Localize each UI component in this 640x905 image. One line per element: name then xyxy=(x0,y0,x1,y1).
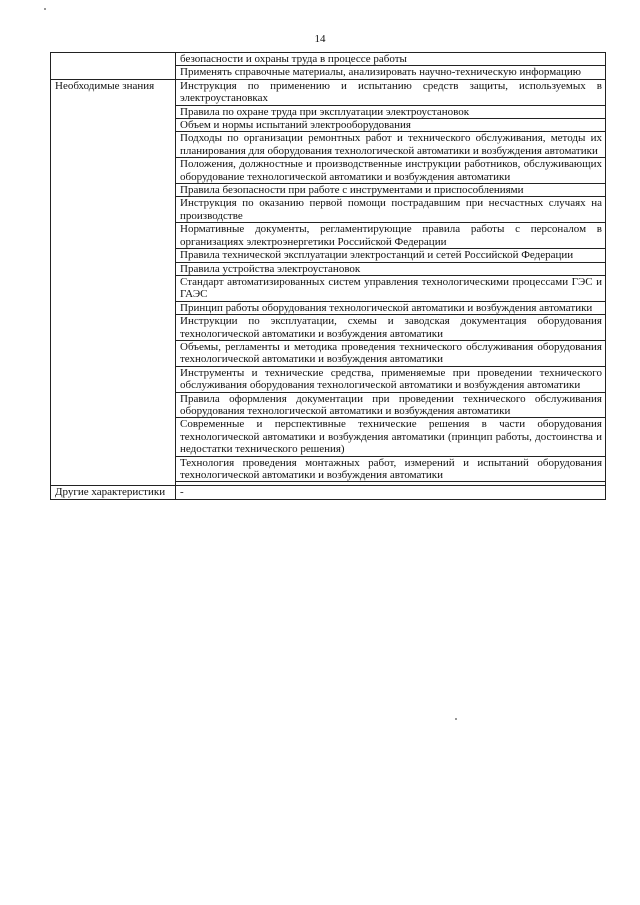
section-label-knowledge: Необходимые знания xyxy=(51,79,176,486)
table-row xyxy=(51,53,606,66)
table-row xyxy=(51,79,606,105)
knowledge-item: Инструменты и технические средства, применяемые при проведении технического обслуживания оборудования технологической автоматики и возбуждения автоматики xyxy=(176,366,606,392)
scan-speck xyxy=(44,8,46,10)
knowledge-item: Технология проведения монтажных работ, измерений и испытаний оборудования технологической автоматики и возбуждения автоматики xyxy=(176,456,606,482)
section-label-other: Другие характеристики xyxy=(51,486,176,499)
knowledge-item: Нормативные документы, регламентирующие правила работы с персоналом в организациях электроэнергетики Российской Федерации xyxy=(176,223,606,249)
skill-item: Применять справочные материалы, анализировать научно-техническую информацию xyxy=(176,66,606,79)
knowledge-item: Правила устройства электроустановок xyxy=(176,262,606,275)
table-row xyxy=(51,486,606,499)
knowledge-item: Стандарт автоматизированных систем управления технологическими процессами ГЭС и ГАЭС xyxy=(176,275,606,301)
knowledge-item: Инструкция по оказанию первой помощи пострадавшим при несчастных случаях на производстве xyxy=(176,197,606,223)
other-characteristics-value: - xyxy=(176,486,606,499)
knowledge-item: Положения, должностные и производственные инструкции работников, обслуживающих оборудование технологической автоматики и возбуждения автоматики xyxy=(176,158,606,184)
knowledge-item: Правила безопасности при работе с инструментами и приспособлениями xyxy=(176,184,606,197)
knowledge-item: Объемы, регламенты и методика проведения технического обслуживания оборудования технологической автоматики и возбуждения автоматики xyxy=(176,340,606,366)
knowledge-item: Подходы по организации ремонтных работ и технического обслуживания, методы их планирования для оборудования технологической автоматики и возбуждения автоматики xyxy=(176,132,606,158)
knowledge-item: Современные и перспективные технические решения в части оборудования технологической автоматики и возбуждения автоматики (принцип работы, достоинства и недостатки технического решения) xyxy=(176,418,606,456)
scan-speck xyxy=(455,718,457,720)
knowledge-item: Правила оформления документации при проведении технического обслуживания оборудования технологической автоматики и возбуждения автоматики xyxy=(176,392,606,418)
knowledge-item: Инструкции по эксплуатации, схемы и заводская документация оборудования технологической автоматики и возбуждения автоматики xyxy=(176,315,606,341)
knowledge-item: Правила технической эксплуатации электростанций и сетей Российской Федерации xyxy=(176,249,606,262)
page-number: 14 xyxy=(314,33,326,45)
knowledge-item: Объем и нормы испытаний электрооборудования xyxy=(176,119,606,132)
skill-item: безопасности и охраны труда в процессе работы xyxy=(176,53,606,66)
competency-table xyxy=(50,52,606,500)
empty-label-cell xyxy=(51,53,176,80)
knowledge-item: Принцип работы оборудования технологической автоматики и возбуждения автоматики xyxy=(176,301,606,314)
table-body xyxy=(51,53,606,500)
knowledge-item: Инструкция по применению и испытанию средств защиты, используемых в электроустановках xyxy=(176,79,606,105)
knowledge-item: Правила по охране труда при эксплуатации электроустановок xyxy=(176,105,606,118)
